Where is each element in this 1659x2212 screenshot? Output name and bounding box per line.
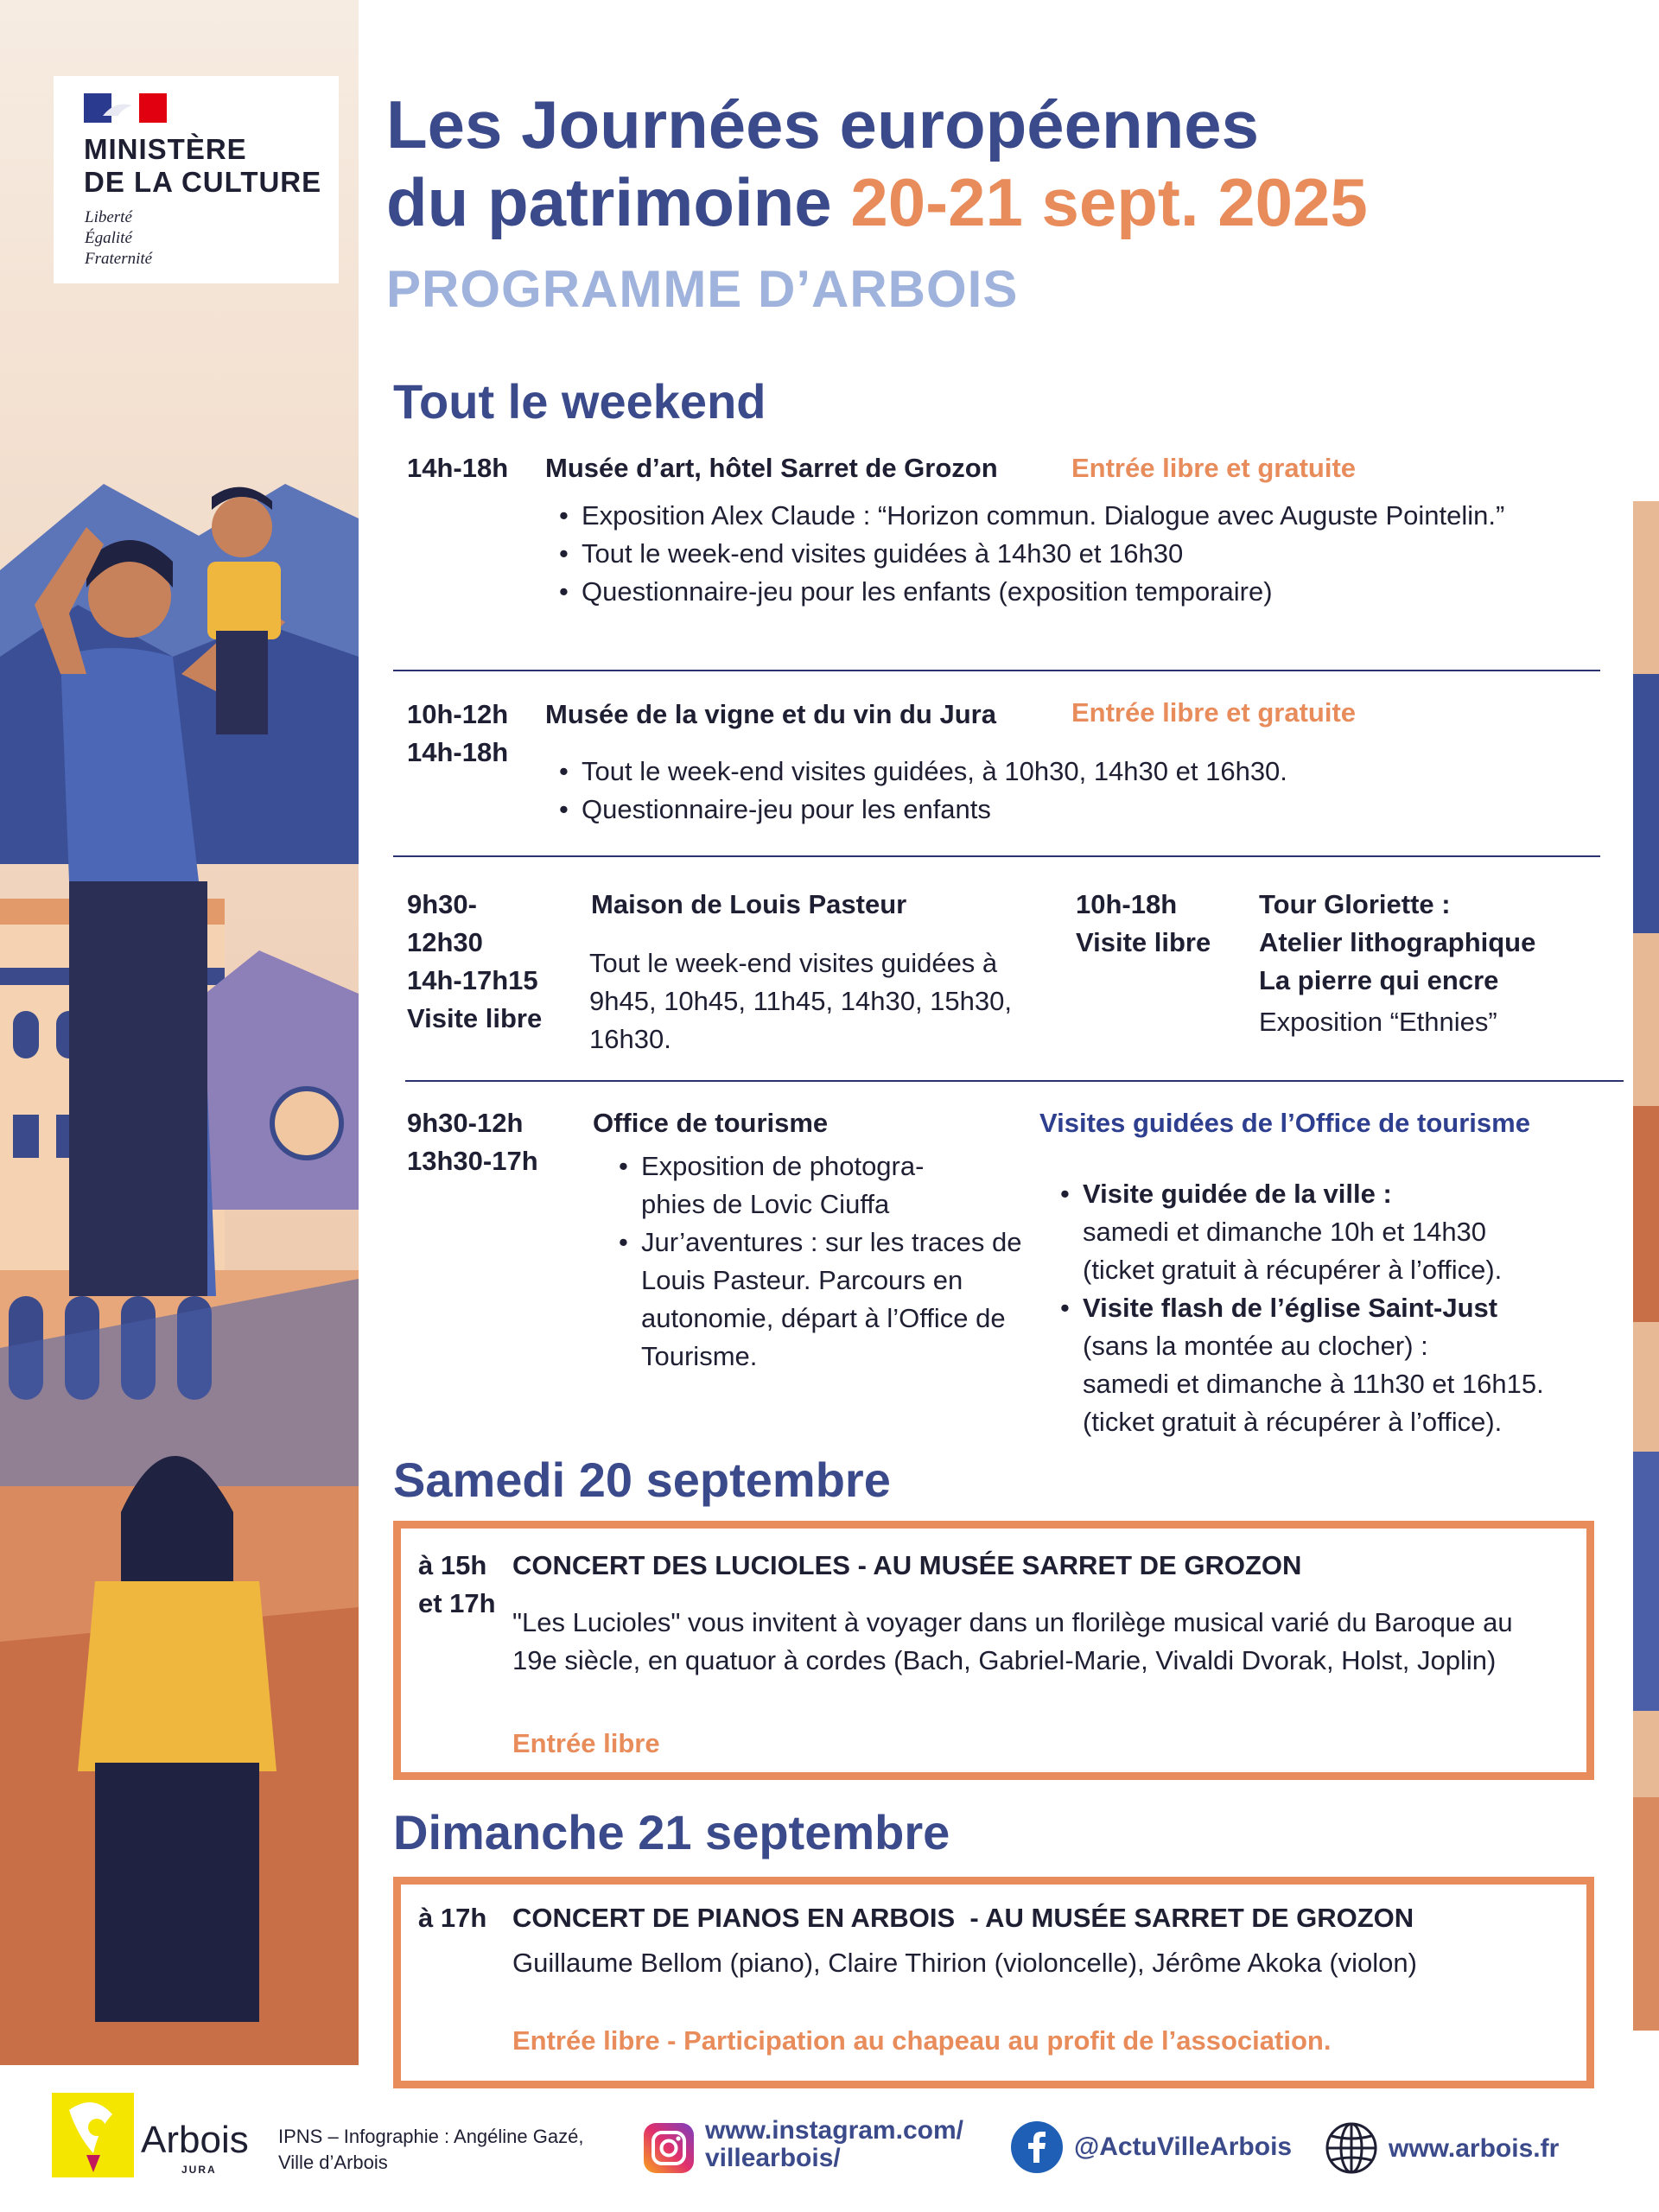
- event1-time: 14h-18h: [407, 453, 509, 483]
- list-item: • Questionnaire-jeu pour les enfants: [557, 791, 1525, 829]
- illustration-right-strip: [1633, 501, 1659, 2031]
- sunday-desc: Guillaume Bellom (piano), Claire Thirion (violoncelle), Jérôme Akoka (violon): [512, 1948, 1417, 1978]
- event5-time: 9h30-12h 13h30-17h: [407, 1108, 538, 1176]
- event3-time: 9h30- 12h30 14h-17h15 Visite libre: [407, 889, 543, 1033]
- page-title-line2: [386, 164, 1368, 240]
- event1-bullets: [557, 497, 1525, 611]
- event4-time: 10h-18h Visite libre: [1076, 889, 1211, 957]
- saturday-title: CONCERT DES LUCIOLES - AU MUSÉE SARRET DE GROZON: [512, 1550, 1302, 1580]
- ministry-name: MINISTÈRE DE LA CULTURE: [84, 133, 322, 198]
- facebook-link[interactable]: @ActuVilleArbois: [1074, 2133, 1293, 2161]
- section-heading-saturday: Samedi 20 septembre: [393, 1452, 891, 1507]
- event4-desc: Exposition “Ethnies”: [1259, 1007, 1497, 1037]
- ministry-motto: Liberté Égalité Fraternité: [85, 208, 153, 268]
- divider: [393, 855, 1600, 857]
- illustration-left: [0, 0, 359, 2065]
- section-heading-weekend: Tout le weekend: [393, 374, 766, 429]
- event3-place: Maison de Louis Pasteur: [591, 889, 907, 919]
- list-item: • Tout le week-end visites guidées à 14h30 et 16h30: [557, 535, 1525, 573]
- list-item: • Tout le week-end visites guidées, à 10h30, 14h30 et 16h30.: [557, 753, 1525, 791]
- facebook-icon[interactable]: [1011, 2121, 1063, 2173]
- saturday-time: à 15h et 17h: [418, 1550, 496, 1618]
- event-date: 20-21 sept. 2025: [850, 164, 1368, 240]
- event2-place: Musée de la vigne et du vin du Jura: [545, 699, 996, 729]
- event1-place: Musée d’art, hôtel Sarret de Grozon: [545, 453, 998, 483]
- page-subtitle: PROGRAMME D’ARBOIS: [386, 260, 1019, 318]
- visit-text: samedi et dimanche 10h et 14h30 (ticket gratuit à récupérer à l’office).: [1083, 1217, 1503, 1285]
- event2-entry: Entrée libre et gratuite: [1071, 697, 1357, 728]
- list-item: • Exposition Alex Claude : “Horizon commun. Dialogue avec Auguste Pointelin.”: [557, 497, 1525, 535]
- jura-wordmark: JURA: [181, 2164, 217, 2176]
- event2-time: 10h-12h 14h-18h: [407, 699, 509, 767]
- list-item: [1058, 1175, 1611, 1289]
- sunday-entry: Entrée libre - Participation au chapeau au profit de l’association.: [512, 2025, 1332, 2056]
- ministry-logo: [54, 76, 339, 283]
- divider: [405, 1080, 1624, 1082]
- globe-icon: [1325, 2121, 1378, 2175]
- event1-entry: Entrée libre et gratuite: [1071, 453, 1357, 483]
- section-heading-sunday: Dimanche 21 septembre: [393, 1805, 950, 1859]
- sunday-title: CONCERT DE PIANOS EN ARBOIS - AU MUSÉE SARRET DE GROZON: [512, 1903, 1414, 1933]
- list-item: • Questionnaire-jeu pour les enfants (exposition temporaire): [557, 573, 1525, 611]
- event5-bullets: [617, 1147, 1045, 1376]
- instagram-link[interactable]: www.instagram.com/ villearbois/: [705, 2116, 963, 2172]
- event3-desc: Tout le week-end visites guidées à 9h45, 10h45, 11h45, 14h30, 15h30, 16h30.: [589, 948, 1012, 1054]
- list-item: • Exposition de photogra- phies de Lovic Ciuffa: [617, 1147, 1045, 1224]
- visit-text: (sans la montée au clocher) : samedi et dimanche à 11h30 et 16h15. (ticket gratuit à récupérer à l’office).: [1083, 1331, 1544, 1437]
- page-title-line2-text: du patrimoine: [386, 164, 832, 240]
- event4-place: Tour Gloriette : Atelier lithographique La pierre qui encre: [1259, 889, 1536, 995]
- event5-place: Office de tourisme: [593, 1108, 829, 1138]
- page-title-line1: Les Journées européennes: [386, 86, 1260, 162]
- french-flag-icon: [84, 93, 167, 123]
- event2-bullets: [557, 753, 1525, 829]
- instagram-icon[interactable]: [644, 2123, 694, 2173]
- footer-credit: IPNS – Infographie : Angéline Gazé, Ville d’Arbois: [278, 2126, 584, 2173]
- arbois-logo-icon: [52, 2093, 134, 2177]
- visit-title: Visite guidée de la ville :: [1083, 1179, 1392, 1209]
- divider: [393, 670, 1600, 671]
- list-item: • Jur’aventures : sur les traces de Louis Pasteur. Parcours en autonomie, départ à l’Office de Tourisme.: [617, 1224, 1045, 1376]
- list-item: [1058, 1289, 1611, 1441]
- website-link[interactable]: www.arbois.fr: [1389, 2134, 1560, 2163]
- visit-title: Visite flash de l’église Saint-Just: [1083, 1293, 1498, 1323]
- arbois-wordmark: Arbois: [141, 2119, 249, 2161]
- sunday-time: à 17h: [418, 1903, 487, 1933]
- saturday-entry: Entrée libre: [512, 1728, 660, 1758]
- event6-title: Visites guidées de l’Office de tourisme: [1039, 1108, 1530, 1138]
- event6-bullets: [1058, 1175, 1611, 1441]
- saturday-desc: "Les Lucioles" vous invitent à voyager dans un florilège musical varié du Baroque au 19e siècle, en quatuor à cordes (Bach, Gabriel-Marie, Vivaldi Dvorak, Holst, Joplin): [512, 1607, 1513, 1675]
